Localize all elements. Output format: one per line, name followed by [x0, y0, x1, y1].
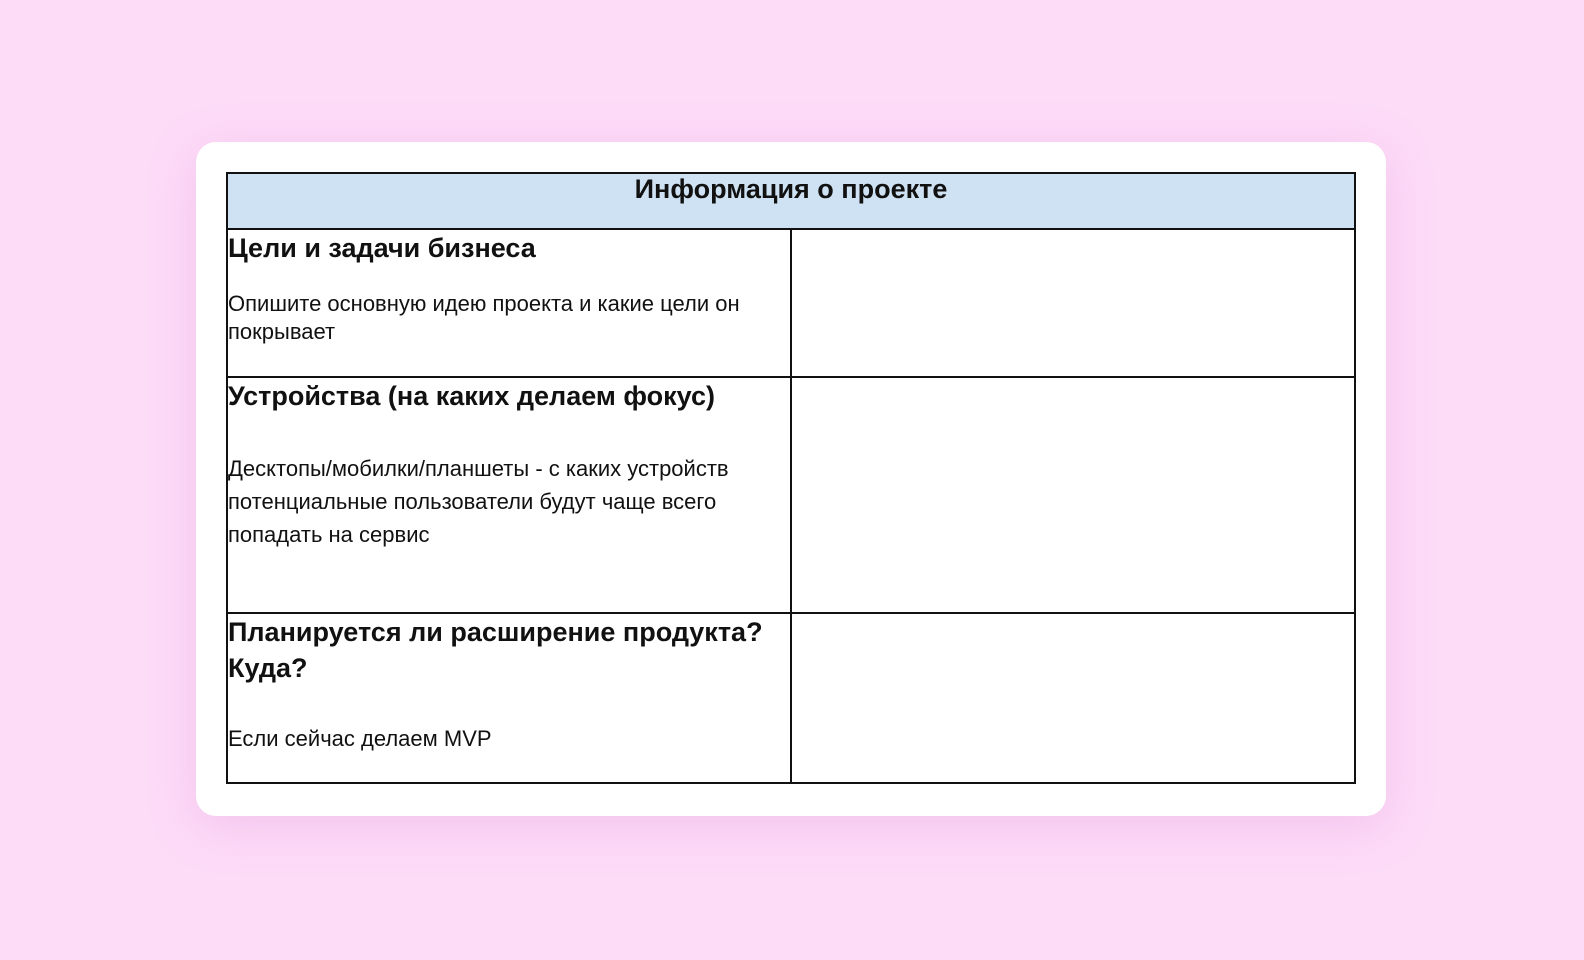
row-description: Если сейчас делаем MVP: [228, 726, 492, 751]
table-row: [227, 229, 1355, 377]
value-cell-product-expansion[interactable]: [791, 613, 1355, 783]
value-cell-business-goals[interactable]: [791, 229, 1355, 377]
value-cell-devices[interactable]: [791, 377, 1355, 613]
label-cell-devices: [227, 377, 791, 613]
label-cell-business-goals: [227, 229, 791, 377]
label-cell-product-expansion: [227, 613, 791, 783]
row-title: Планируется ли расширение продукта? Куда?: [228, 617, 763, 683]
table-header: Информация о проекте: [227, 173, 1355, 229]
table-row: [227, 613, 1355, 783]
table-header-row: [227, 173, 1355, 229]
table-row: [227, 377, 1355, 613]
row-title: Устройства (на каких делаем фокус): [228, 381, 715, 411]
row-description: Опишите основную идею проекта и какие цели он покрывает: [228, 291, 740, 344]
row-description: Десктопы/мобилки/планшеты - с каких устройств потенциальные пользователи будут чаще всего попадать на сервис: [228, 456, 729, 547]
row-title: Цели и задачи бизнеса: [228, 233, 536, 263]
project-info-table: [226, 172, 1356, 784]
document-card: [196, 142, 1386, 816]
